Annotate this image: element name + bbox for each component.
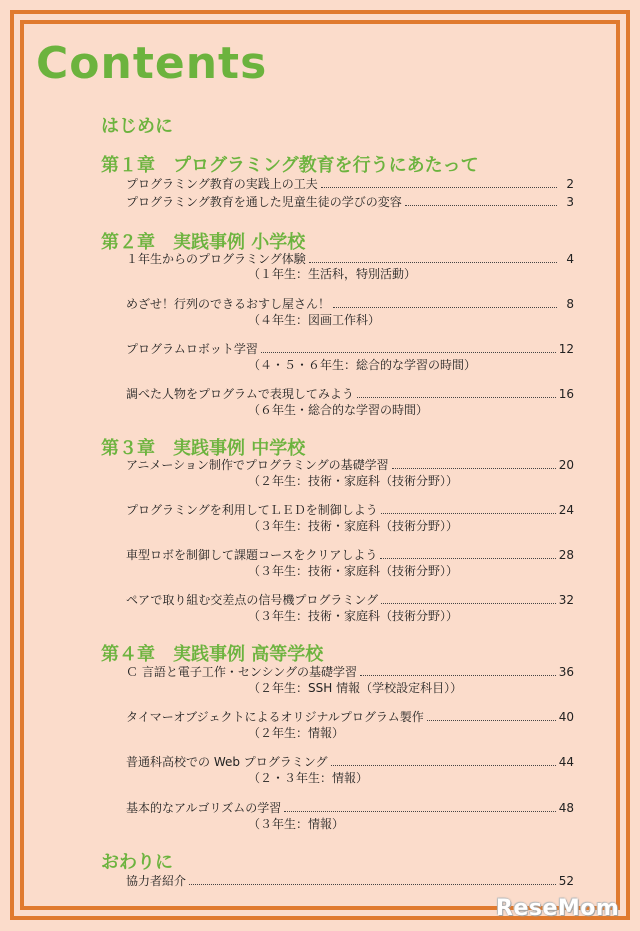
dot-leader	[357, 397, 556, 398]
toc-entry[interactable]	[126, 592, 574, 608]
entry-label: １年生からのプログラミング体験	[126, 252, 306, 266]
toc-entry[interactable]	[126, 251, 574, 267]
dot-leader	[284, 811, 555, 812]
page-number: 32	[558, 593, 574, 607]
page-number: 40	[558, 710, 574, 724]
page-number: 52	[558, 874, 574, 888]
toc-entry[interactable]	[126, 754, 574, 770]
section-heading-intro: はじめに	[101, 116, 173, 137]
page-title: Contents	[36, 38, 268, 89]
entry-label: めざせ！行列のできるおすし屋さん！	[126, 297, 331, 311]
page-number: 12	[558, 342, 574, 356]
entry-subtitle: （１年生：生活科，特別活動）	[248, 267, 417, 281]
entry-label: 調べた人物をプログラムで表現してみよう	[126, 387, 354, 401]
dot-leader	[261, 352, 556, 353]
watermark-logo: ReseMom	[496, 896, 620, 921]
entry-subtitle: （４年生：図画工作科）	[248, 313, 381, 327]
entry-label: 基本的なアルゴリズムの学習	[126, 801, 282, 815]
entry-label: Ｃ 言語と電子工作・センシングの基礎学習	[126, 665, 357, 679]
toc-entry[interactable]	[126, 502, 574, 518]
toc-entry[interactable]	[126, 296, 574, 312]
entry-label: プログラミング教育の実践上の工夫	[126, 177, 318, 191]
page-number: 44	[558, 755, 574, 769]
toc-entry[interactable]	[126, 873, 574, 889]
section-heading-closing: おわりに	[101, 852, 173, 873]
dot-leader	[321, 187, 557, 188]
dot-leader	[333, 307, 557, 308]
entry-subtitle: （６年生・総合的な学習の時間）	[248, 403, 429, 417]
dot-leader	[381, 513, 556, 514]
dot-leader	[392, 468, 556, 469]
page-number: 24	[558, 503, 574, 517]
page-number: 36	[558, 665, 574, 679]
toc-entry[interactable]	[126, 176, 574, 192]
toc-entry[interactable]	[126, 386, 574, 402]
toc-entry[interactable]	[126, 547, 574, 563]
entry-subtitle: （３年生：技術・家庭科（技術分野））	[248, 564, 459, 578]
entry-subtitle: （２・３年生：情報）	[248, 771, 369, 785]
toc-entry[interactable]	[126, 664, 574, 680]
toc-entry[interactable]	[126, 800, 574, 816]
toc-entry[interactable]	[126, 341, 574, 357]
page-number: 3	[566, 195, 574, 209]
section-heading-chapter2: 第２章 実践事例 小学校	[101, 232, 306, 253]
entry-subtitle: （２年生：技術・家庭科（技術分野））	[248, 474, 459, 488]
entry-label: 車型ロボを制御して課題コースをクリアしよう	[126, 548, 378, 562]
dot-leader	[381, 603, 556, 604]
entry-label: 普通科高校での Web プログラミング	[126, 755, 328, 769]
dot-leader	[189, 884, 556, 885]
entry-subtitle: （３年生：情報）	[248, 817, 345, 831]
entry-label: タイマーオブジェクトによるオリジナルプログラム製作	[126, 710, 424, 724]
entry-label: ペアで取り組む交差点の信号機プログラミング	[126, 593, 379, 607]
page-number: 4	[566, 252, 574, 266]
entry-label: プログラムロボット学習	[126, 342, 258, 356]
toc-entry[interactable]	[126, 457, 574, 473]
section-heading-chapter1: 第１章 プログラミング教育を行うにあたって	[101, 155, 479, 176]
toc-entry[interactable]	[126, 194, 574, 210]
dot-leader	[380, 558, 555, 559]
dot-leader	[360, 675, 556, 676]
page-number: 20	[558, 458, 574, 472]
entry-subtitle: （２年生：情報）	[248, 726, 345, 740]
dot-leader	[309, 262, 557, 263]
entry-label: プログラミングを利用してＬＥＤを制御しよう	[126, 503, 378, 517]
dot-leader	[405, 205, 557, 206]
entry-label: プログラミング教育を通した児童生徒の学びの変容	[126, 195, 402, 209]
page-number: 8	[566, 297, 574, 311]
entry-label: 協力者紹介	[126, 874, 187, 888]
page-number: 48	[558, 801, 574, 815]
section-heading-chapter3: 第３章 実践事例 中学校	[101, 438, 306, 459]
dot-leader	[427, 720, 556, 721]
page-number: 28	[558, 548, 574, 562]
entry-label: アニメーション制作でプログラミングの基礎学習	[126, 458, 389, 472]
entry-subtitle: （２年生：SSH 情報（学校設定科目））	[248, 681, 463, 695]
page-number: 16	[558, 387, 574, 401]
section-heading-chapter4: 第４章 実践事例 高等学校	[101, 644, 324, 665]
entry-subtitle: （３年生：技術・家庭科（技術分野））	[248, 519, 459, 533]
entry-subtitle: （４・５・６年生：総合的な学習の時間）	[248, 358, 477, 372]
dot-leader	[331, 765, 556, 766]
toc-entry[interactable]	[126, 709, 574, 725]
page-number: 2	[566, 177, 574, 191]
entry-subtitle: （３年生：技術・家庭科（技術分野））	[248, 609, 459, 623]
